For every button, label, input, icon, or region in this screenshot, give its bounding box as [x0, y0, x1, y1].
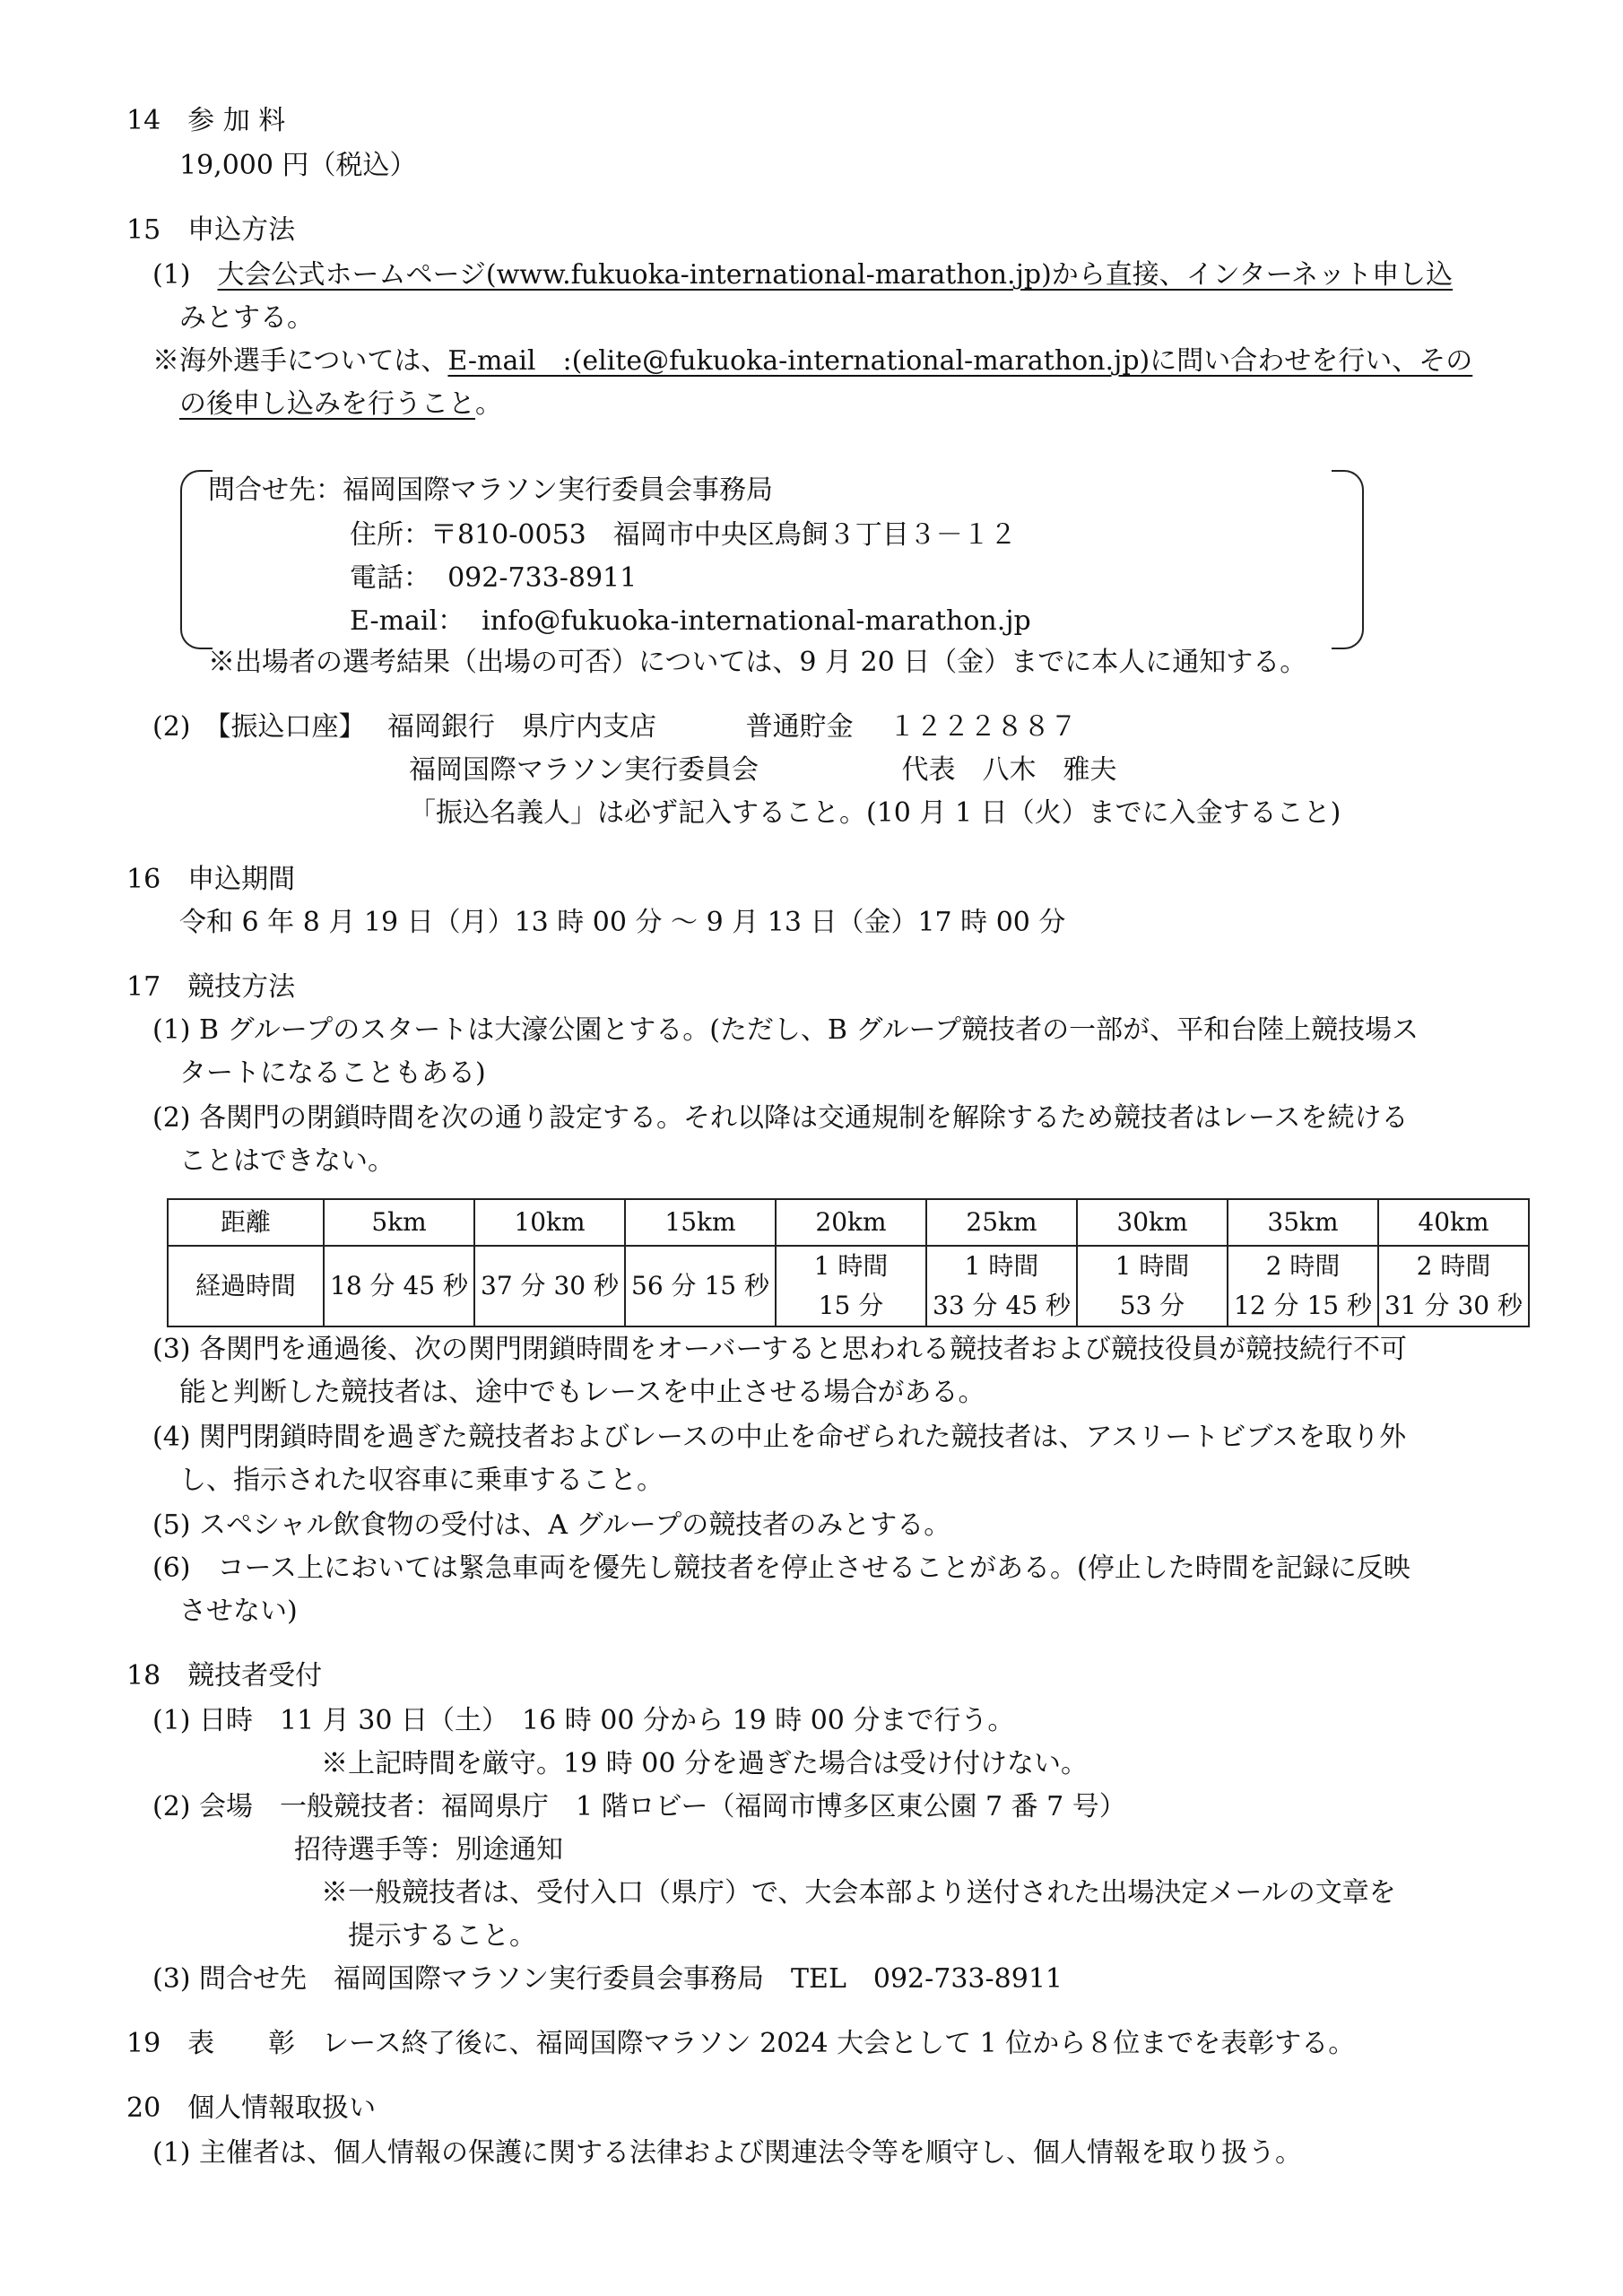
reception-venue: (2) 会場 一般競技者：福岡県庁 1 階ロビー（福岡市博多区東公園 7 番 7 号） — [152, 1791, 1126, 1822]
section-19-awards: 19 表 彰 レース終了後に、福岡国際マラソン 2024 大会として 1 位から８位までを表彰する。 — [126, 2028, 1356, 2059]
section-16-heading: 16 申込期間 — [126, 864, 296, 895]
reception-venue-note: ※一般競技者は、受付入口（県庁）で、大会本部より送付された出場決定メールの文章を — [321, 1877, 1396, 1909]
time-line-2: 33 分 45 秒 — [933, 1291, 1071, 1320]
elapsed-time-cell — [324, 1246, 474, 1326]
elapsed-time-cell — [625, 1246, 776, 1326]
elapsed-time-cell — [926, 1246, 1077, 1326]
contact-box-right-bracket — [1332, 470, 1364, 649]
competition-rule-6-cont: させない) — [179, 1596, 298, 1627]
official-site-instruction[interactable]: 大会公式ホームページ(www.fukuoka-international-marathon.jp)から直接、インターネット申し込 — [217, 259, 1454, 291]
time-line-1: 2 時間 — [1265, 1251, 1341, 1281]
section-17-heading: 17 競技方法 — [126, 971, 296, 1003]
competition-rule-6: (6) コース上においては緊急車両を優先し競技者を停止させることがある。(停止した時間を記録に反映 — [152, 1552, 1410, 1584]
application-method-item-1 — [152, 260, 1453, 291]
section-20-heading: 20 個人情報取扱い — [126, 2092, 377, 2124]
overseas-note-prefix: ※海外選手については、 — [152, 345, 448, 377]
reception-venue-invited: 招待選手等：別途通知 — [294, 1834, 563, 1866]
competition-rule-3: (3) 各関門を通過後、次の関門閉鎖時間をオーバーすると思われる競技者および競技役員が競技続行不可 — [152, 1334, 1408, 1365]
bank-transfer-note: 「振込名義人」は必ず記入すること。(10 月 1 日（火）までに入金すること) — [409, 797, 1341, 829]
time-line-2: 12 分 15 秒 — [1234, 1291, 1372, 1320]
item-number: (1) — [152, 259, 218, 291]
time-line-1: 56 分 15 秒 — [631, 1271, 769, 1300]
overseas-note — [152, 346, 1472, 377]
reception-datetime: (1) 日時 11 月 30 日（土） 16 時 00 分から 19 時 00 分まで行う。 — [152, 1705, 1015, 1736]
elapsed-time-cell — [1077, 1246, 1228, 1326]
competition-rule-2-cont: ことはできない。 — [179, 1145, 395, 1177]
checkpoint-closing-times-table — [167, 1198, 1530, 1327]
contact-phone: 電話： 092-733-8911 — [350, 562, 638, 594]
time-line-1: 37 分 30 秒 — [481, 1271, 619, 1300]
time-line-1: 1 時間 — [813, 1251, 889, 1281]
distance-cell: 20km — [776, 1199, 926, 1246]
table-header-row — [168, 1199, 1529, 1246]
distance-cell: 40km — [1378, 1199, 1529, 1246]
competition-rule-1: (1) B グループのスタートは大濠公園とする。(ただし、B グループ競技者の一部が、平和台陸上競技場ス — [152, 1014, 1419, 1046]
distance-cell: 10km — [474, 1199, 625, 1246]
elapsed-time-cell — [776, 1246, 926, 1326]
time-line-2: 15 分 — [818, 1291, 884, 1320]
elapsed-time-cell — [1228, 1246, 1378, 1326]
elapsed-time-header-cell: 経過時間 — [168, 1246, 324, 1326]
section-14-heading: 14 参 加 料 — [126, 105, 286, 136]
application-period: 令和 6 年 8 月 19 日（月）13 時 00 分 ～ 9 月 13 日（金）17 時 00 分 — [179, 907, 1066, 938]
overseas-note-cont-end: 。 — [475, 388, 502, 420]
distance-header-cell: 距離 — [168, 1199, 324, 1246]
time-line-2: 31 分 30 秒 — [1384, 1291, 1523, 1320]
reception-contact: (3) 問合せ先 福岡国際マラソン実行委員会事務局 TEL 092-733-8911 — [152, 1963, 1063, 1995]
selection-result-note: ※出場者の選考結果（出場の可否）については、9 月 20 日（金）までに本人に通知する。 — [208, 647, 1307, 678]
time-line-2: 53 分 — [1119, 1291, 1185, 1320]
application-method-item-1-cont: みとする。 — [179, 302, 314, 334]
competition-rule-1-cont: タートになることもある) — [179, 1057, 486, 1089]
elite-email-link[interactable]: E-mail :(elite@fukuoka-international-marathon.jp)に問い合わせを行い、その — [447, 345, 1473, 377]
distance-cell: 5km — [324, 1199, 474, 1246]
section-18-heading: 18 競技者受付 — [126, 1660, 323, 1692]
time-line-1: 18 分 45 秒 — [330, 1271, 468, 1300]
contact-email[interactable]: E-mail： info@fukuoka-international-marathon.jp — [350, 605, 1031, 637]
table-time-row — [168, 1246, 1529, 1326]
contact-label: 問合せ先：福岡国際マラソン実行委員会事務局 — [208, 474, 773, 506]
distance-cell: 30km — [1077, 1199, 1228, 1246]
distance-cell: 35km — [1228, 1199, 1378, 1246]
overseas-note-cont-underlined: の後申し込みを行うこと — [179, 388, 475, 420]
section-15-heading: 15 申込方法 — [126, 214, 296, 246]
bank-account-holder: 福岡国際マラソン実行委員会 代表 八木 雅夫 — [409, 754, 1117, 786]
time-line-1: 1 時間 — [964, 1251, 1039, 1281]
competition-rule-4: (4) 関門閉鎖時間を過ぎた競技者およびレースの中止を命ぜられた競技者は、アスリートビブスを取り外 — [152, 1422, 1407, 1453]
reception-venue-note-cont: 提示すること。 — [348, 1920, 536, 1952]
overseas-note-cont — [179, 389, 502, 420]
competition-rule-4-cont: し、指示された収容車に乗車すること。 — [179, 1465, 664, 1496]
reception-time-note: ※上記時間を厳守。19 時 00 分を過ぎた場合は受け付けない。 — [321, 1748, 1088, 1779]
participation-fee: 19,000 円（税込） — [179, 150, 417, 181]
elapsed-time-cell — [1378, 1246, 1529, 1326]
elapsed-time-cell — [474, 1246, 625, 1326]
competition-rule-2: (2) 各関門の閉鎖時間を次の通り設定する。それ以降は交通規制を解除するため競技者はレースを続ける — [152, 1102, 1409, 1134]
time-line-1: 2 時間 — [1416, 1251, 1491, 1281]
distance-cell: 25km — [926, 1199, 1077, 1246]
bank-account-line: (2) 【振込口座】 福岡銀行 県庁内支店 普通貯金 １２２２８８７ — [152, 711, 1078, 743]
competition-rule-5: (5) スペシャル飲食物の受付は、A グループの競技者のみとする。 — [152, 1509, 951, 1541]
time-line-1: 1 時間 — [1115, 1251, 1190, 1281]
competition-rule-3-cont: 能と判断した競技者は、途中でもレースを中止させる場合がある。 — [179, 1377, 985, 1408]
privacy-item-1: (1) 主催者は、個人情報の保護に関する法律および関連法令等を順守し、個人情報を取り扱う。 — [152, 2137, 1303, 2169]
contact-address: 住所：〒810-0053 福岡市中央区鳥飼３丁目３－１２ — [350, 519, 1017, 551]
distance-cell: 15km — [625, 1199, 776, 1246]
